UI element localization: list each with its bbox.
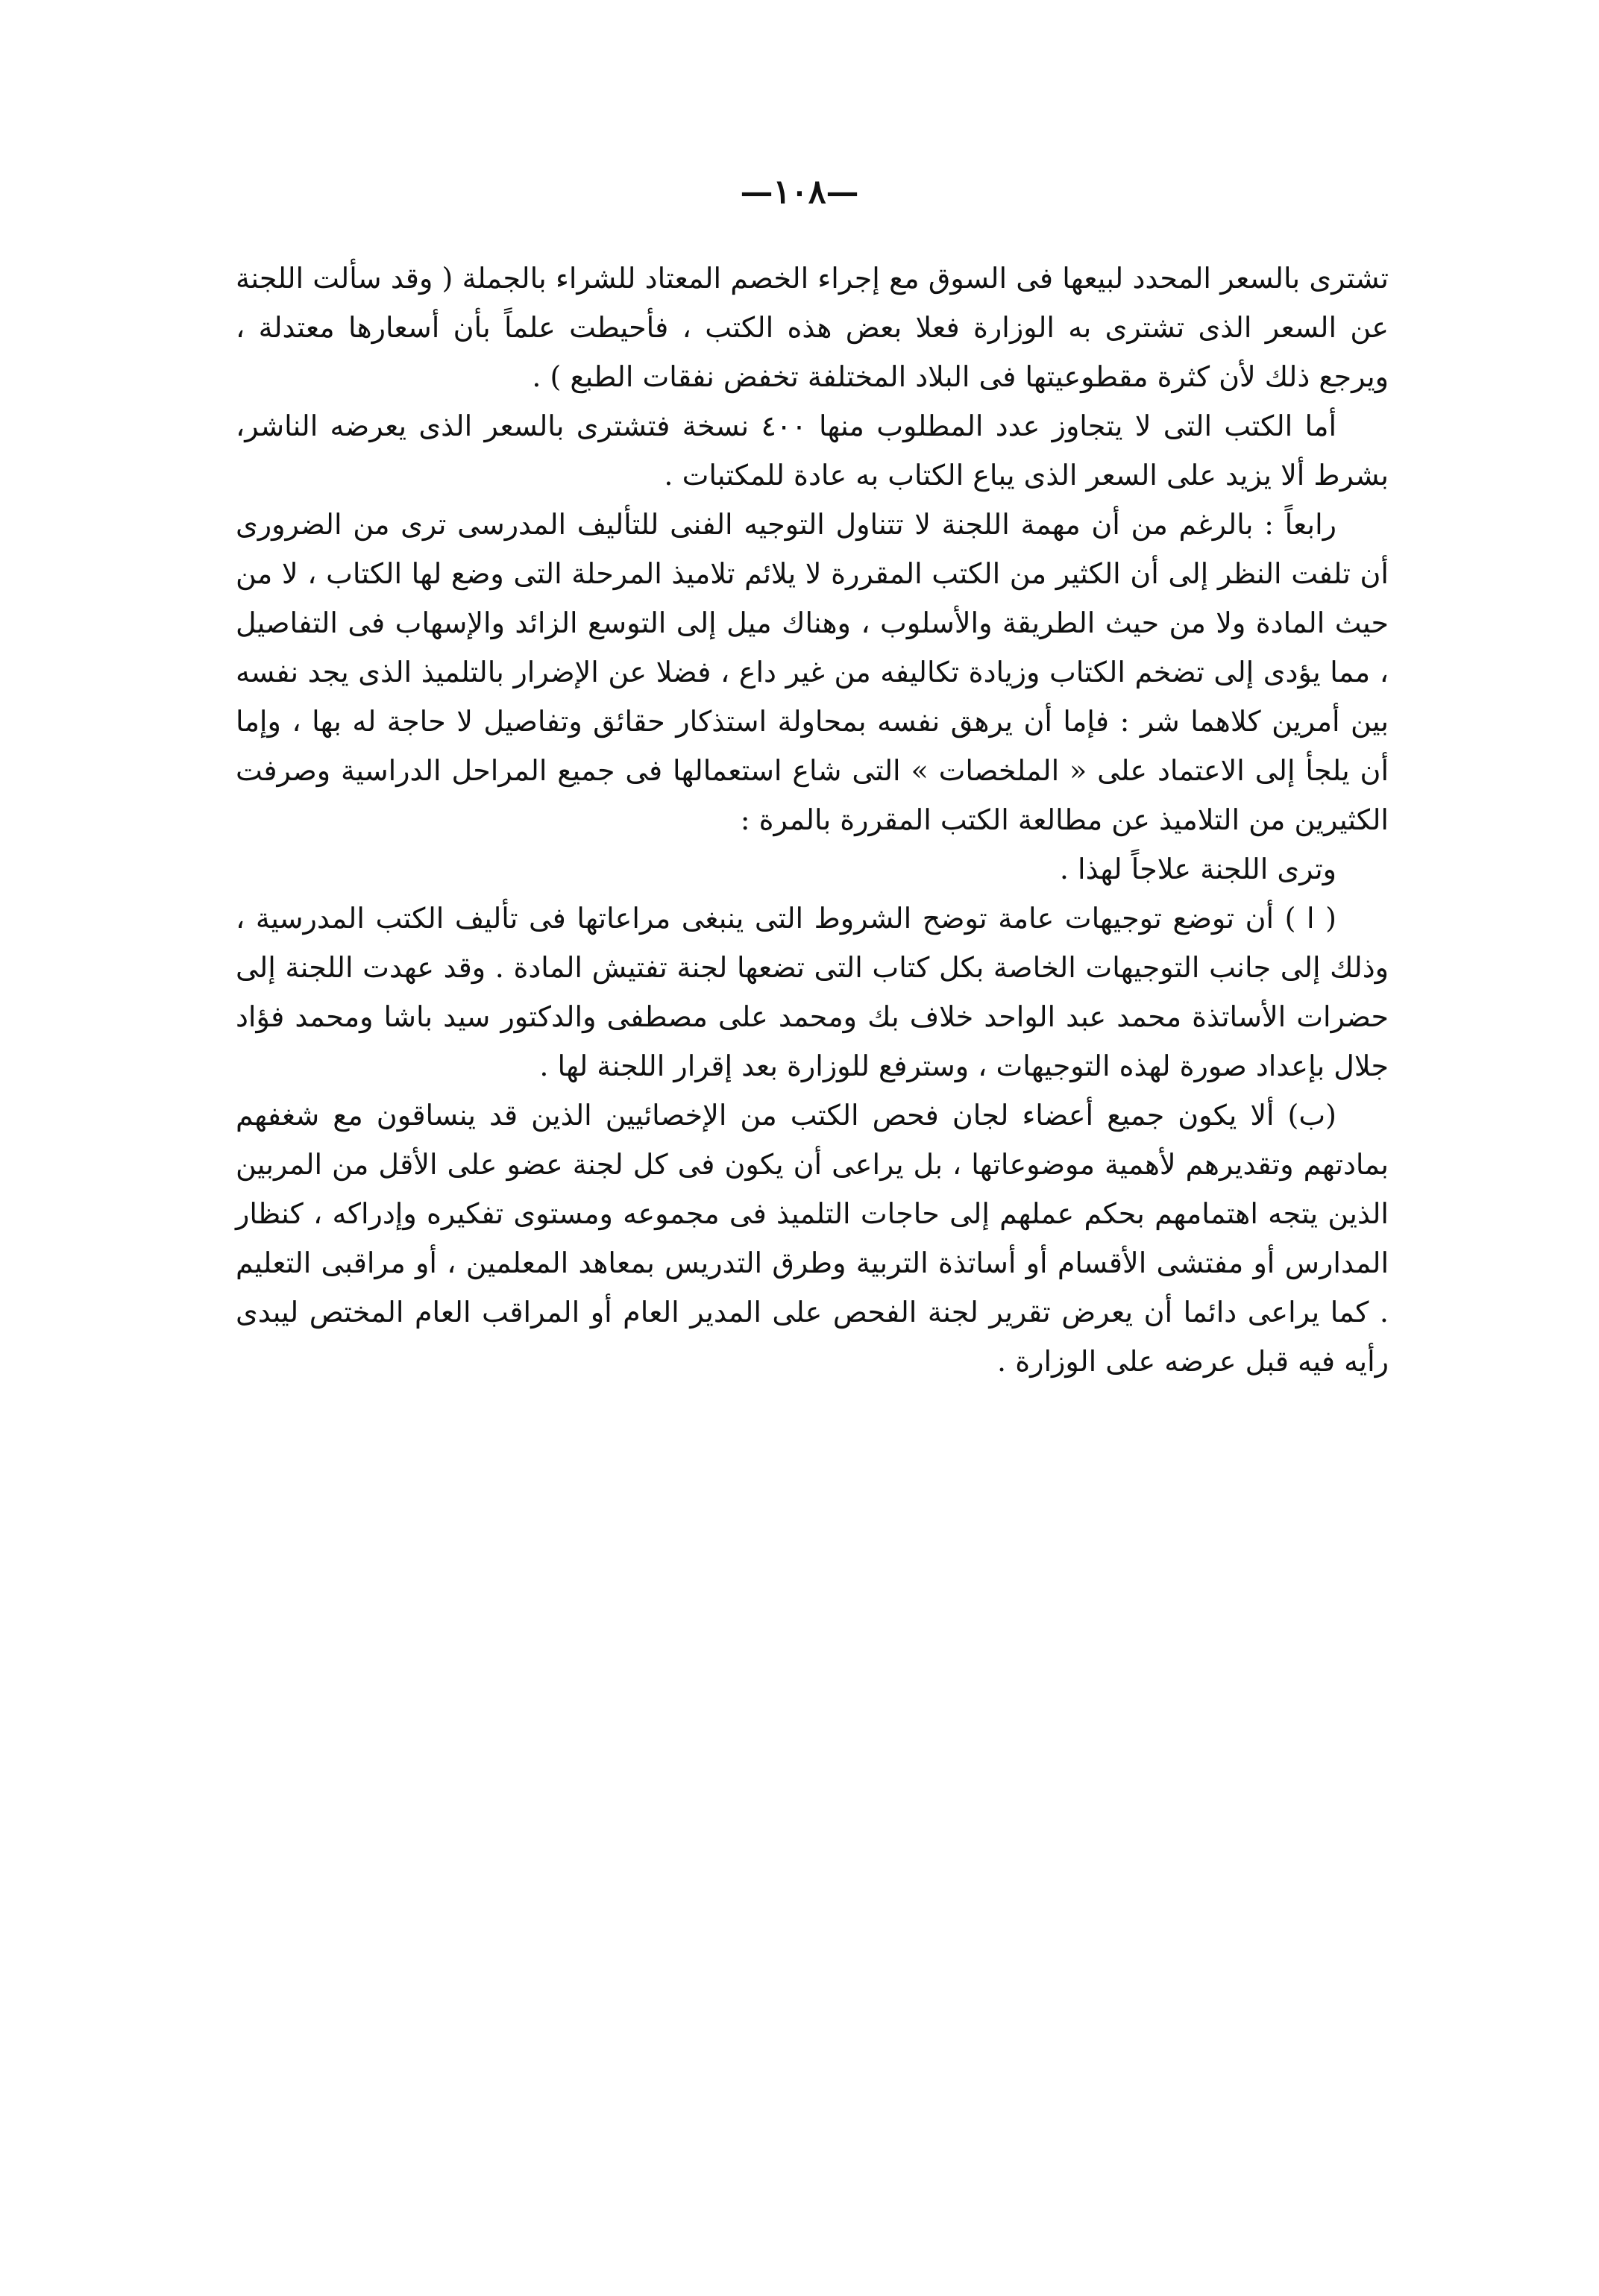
paragraph-fourth-point: رابعاً : بالرغم من أن مهمة اللجنة لا تتناول التوجيه الفنى للتأليف المدرسى ترى من الضرورى أن تلفت النظر إلى أن الكثير من الكتب المقررة لا يلائم تلاميذ المرحلة التى وضع لها الكتاب ، لا من حيث المادة ولا من حيث الطريقة والأسلوب ، وهناك ميل إلى التوسع الزائد والإسهاب فى التفاصيل ، مما يؤدى إلى تضخم الكتاب وزيادة تكاليفه من غير داع ، فضلا عن الإضرار بالتلميذ الذى يجد نفسه بين أمرين كلاهما شر : فإما أن يرهق نفسه بمحاولة استذكار حقائق وتفاصيل لا حاجة له بها ، وإما أن يلجأ إلى الاعتماد على « الملخصات » التى شاع استعمالها فى جميع المراحل الدراسية وصرفت الكثيرين من التلاميذ عن مطالعة الكتب المقررة بالمرة : <box>236 508 1389 836</box>
page-number: —١٠٨— <box>740 173 859 211</box>
paragraph-item-a: ( ا ) أن توضع توجيهات عامة توضح الشروط التى ينبغى مراعاتها فى تأليف الكتب المدرسية ، وذلك إلى جانب التوجيهات الخاصة بكل كتاب التى تضعها لجنة تفتيش المادة . وقد عهدت اللجنة إلى حضرات الأساتذة محمد عبد الواحد خلاف بك ومحمد على مصطفى والدكتور سيد باشا ومحمد فؤاد جلال بإعداد صورة لهذه التوجيهات ، وسترفع للوزارة بعد إقرار اللجنة لها . <box>236 902 1389 1082</box>
body-text <box>236 254 1389 1386</box>
paragraph-small-editions: أما الكتب التى لا يتجاوز عدد المطلوب منها ٤٠٠ نسخة فتشترى بالسعر الذى يعرضه الناشر، بشرط ألا يزيد على السعر الذى يباع الكتاب به عادة للمكتبات . <box>236 410 1389 492</box>
paragraph-item-b: (ب) ألا يكون جميع أعضاء لجان فحص الكتب من الإخصائيين الذين قد ينساقون مع شغفهم بمادتهم وتقديرهم لأهمية موضوعاتها ، بل يراعى أن يكون فى كل لجنة عضو على الأقل من المربين الذين يتجه اهتمامهم بحكم عملهم إلى حاجات التلميذ فى مجموعه ومستوى تفكيره وإدراكه ، كنظار المدارس أو مفتشى الأقسام أو أساتذة التربية وطرق التدريس بمعاهد المعلمين ، أو مراقبى التعليم . كما يراعى دائما أن يعرض تقرير لجنة الفحص على المدير العام أو المراقب العام المختص ليبدى رأيه فيه قبل عرضه على الوزارة . <box>236 1099 1389 1378</box>
paragraph-book-prices: تشترى بالسعر المحدد لبيعها فى السوق مع إجراء الخصم المعتاد للشراء بالجملة ( وقد سألت اللجنة عن السعر الذى تشترى به الوزارة فعلا بعض هذه الكتب ، فأحيطت علماً بأن أسعارها معتدلة ، ويرجع ذلك لأن كثرة مقطوعيتها فى البلاد المختلفة تخفض نفقات الطبع ) . <box>236 262 1389 393</box>
paragraph-remedy-intro: وترى اللجنة علاجاً لهذا . <box>1059 853 1336 885</box>
